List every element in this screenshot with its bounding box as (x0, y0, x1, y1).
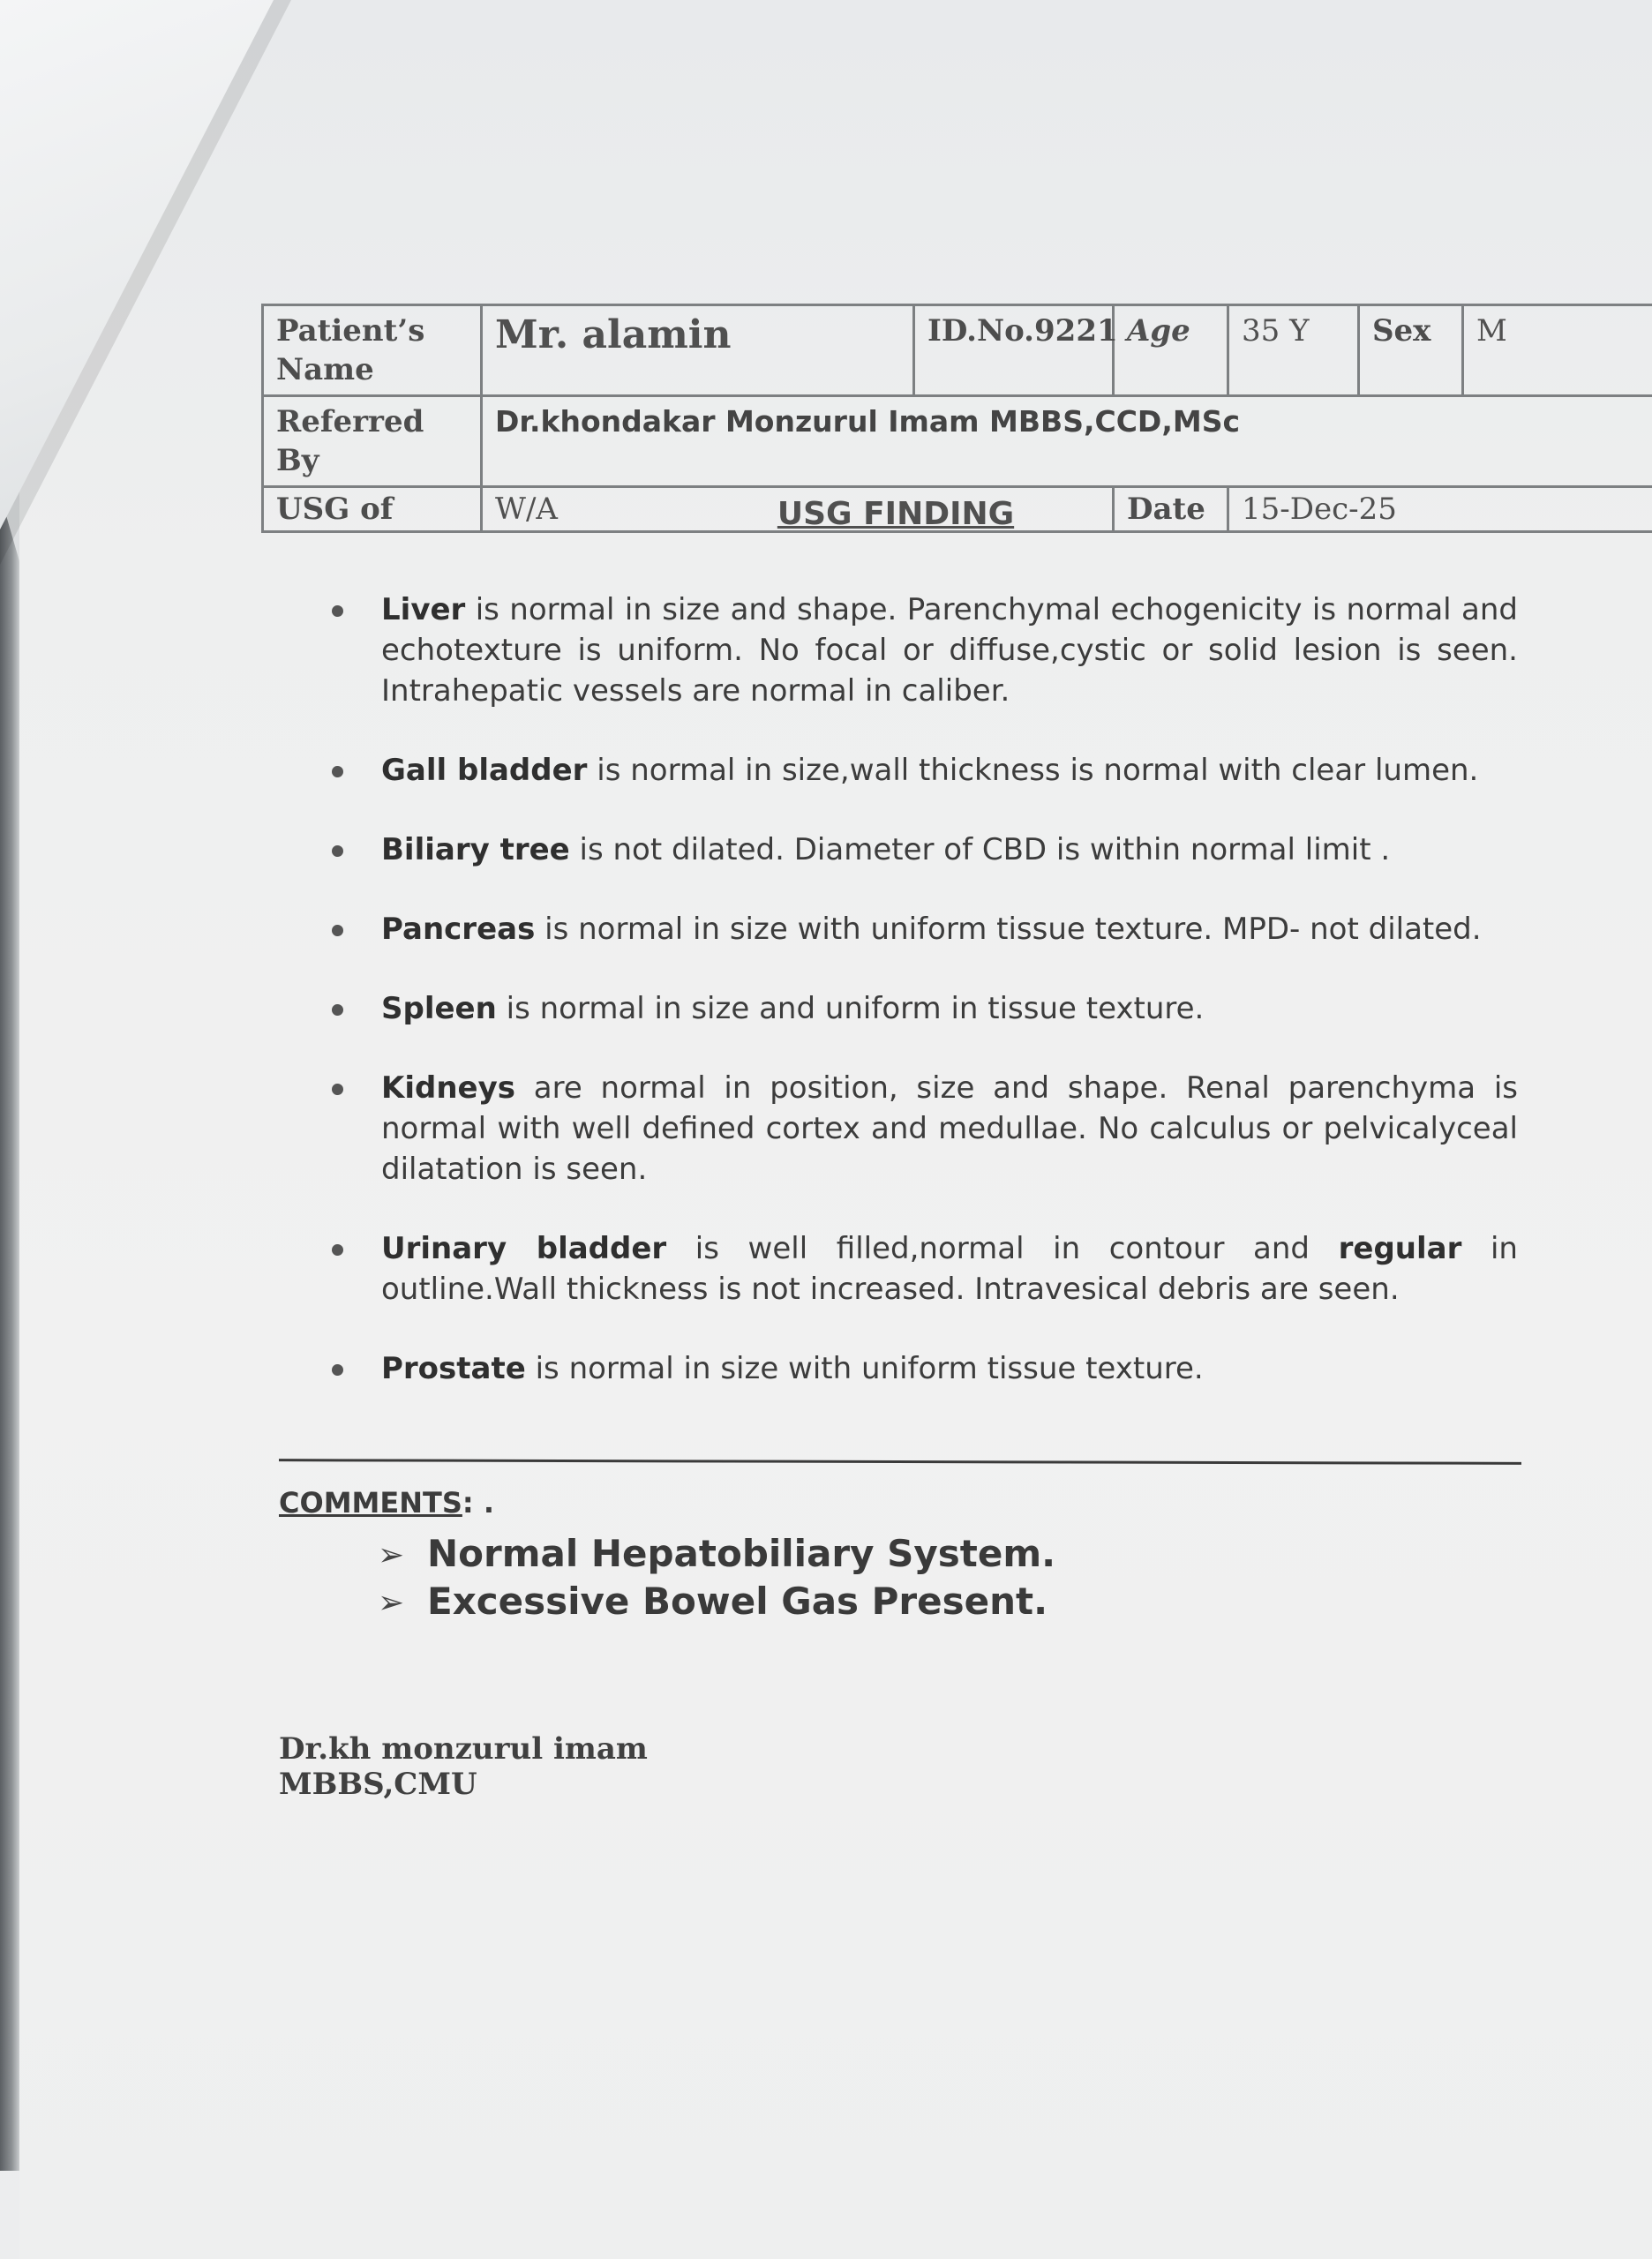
finding-emphasis: regular (1338, 1231, 1462, 1266)
signature-block (279, 1731, 648, 1802)
comments-label-suffix: : . (462, 1486, 494, 1520)
finding-organ: Biliary tree (381, 832, 570, 867)
finding-text: are normal in position, size and shape. Renal parenchyma is normal with well defined cortex and medullae. No calculus or pelvicalyceal dilatation is seen. (381, 1070, 1518, 1187)
section-title-text: USG FINDING (777, 496, 1015, 532)
referred-by-label: Referred By (263, 396, 482, 487)
referred-row (263, 396, 1652, 487)
bullet-icon (332, 1084, 343, 1095)
finding-item (327, 1348, 1518, 1389)
finding-item (327, 909, 1518, 949)
bullet-icon (332, 605, 343, 617)
finding-item (327, 589, 1518, 711)
bullet-icon (332, 1364, 343, 1376)
finding-item (327, 988, 1518, 1029)
finding-item (327, 829, 1518, 870)
usg-of-value: W/A (482, 487, 1114, 532)
finding-text: is normal in size,wall thickness is normal with clear lumen. (587, 753, 1479, 788)
patient-name: Mr. alamin (482, 305, 914, 396)
doctor-name: Dr.kh monzurul imam (279, 1731, 648, 1767)
date-value: 15-Dec-25 (1228, 487, 1652, 532)
page-edge-shadow (0, 494, 19, 2171)
comment-item (378, 1530, 1055, 1578)
comments-heading (279, 1486, 494, 1520)
finding-organ: Urinary bladder (381, 1231, 667, 1266)
sex-value: M (1463, 305, 1652, 396)
bullet-icon (332, 925, 343, 936)
patient-name-label: Patient’s Name (263, 305, 482, 396)
comment-text: Normal Hepatobiliary System. (427, 1532, 1056, 1575)
finding-organ: Prostate (381, 1351, 526, 1386)
finding-item (327, 750, 1518, 791)
comment-item (378, 1578, 1055, 1625)
age-label: Age (1114, 305, 1228, 396)
finding-text: is normal in size with uniform tissue texture. MPD- not dilated. (535, 912, 1482, 947)
finding-text: is normal in size and shape. Parenchymal echogenicity is normal and echotexture is uniform. No focal or diffuse,cystic or solid lesion is seen. Intrahepatic vessels are normal in caliber. (381, 592, 1518, 709)
finding-text: is well filled,normal in contour and (666, 1231, 1339, 1266)
arrow-right-icon: ➢ (378, 1585, 405, 1621)
finding-organ: Gall bladder (381, 753, 588, 788)
comment-text: Excessive Bowel Gas Present. (427, 1580, 1048, 1623)
date-label: Date (1114, 487, 1228, 532)
finding-text: in outline.Wall thickness is not increased. Intravesical debris are seen. (381, 1231, 1518, 1307)
section-title (0, 496, 1652, 532)
finding-organ: Pancreas (381, 912, 536, 947)
patient-row (263, 305, 1652, 396)
usg-of-label: USG of (263, 487, 482, 532)
finding-text: is normal in size with uniform tissue texture. (525, 1351, 1204, 1386)
doctor-credentials: MBBS,CMU (279, 1767, 477, 1802)
findings-list (327, 589, 1518, 1428)
id-number: ID.No.9221 (914, 305, 1114, 396)
bullet-icon (332, 1004, 343, 1016)
bullet-icon (332, 1244, 343, 1256)
bullet-icon (332, 766, 343, 777)
finding-organ: Spleen (381, 991, 497, 1026)
finding-item (327, 1228, 1518, 1310)
comments-label: COMMENTS (279, 1486, 462, 1520)
finding-organ: Kidneys (381, 1070, 516, 1106)
finding-item (327, 1068, 1518, 1190)
referred-by-value: Dr.khondakar Monzurul Imam MBBS,CCD,MSc (482, 396, 1652, 487)
finding-text: is normal in size and uniform in tissue texture. (496, 991, 1205, 1026)
finding-organ: Liver (381, 592, 466, 627)
sex-label: Sex (1359, 305, 1463, 396)
age-value: 35 Y (1228, 305, 1359, 396)
bullet-icon (332, 845, 343, 857)
arrow-right-icon: ➢ (378, 1537, 405, 1573)
finding-text: is not dilated. Diameter of CBD is within normal limit . (569, 832, 1391, 867)
comments-list (378, 1530, 1055, 1625)
